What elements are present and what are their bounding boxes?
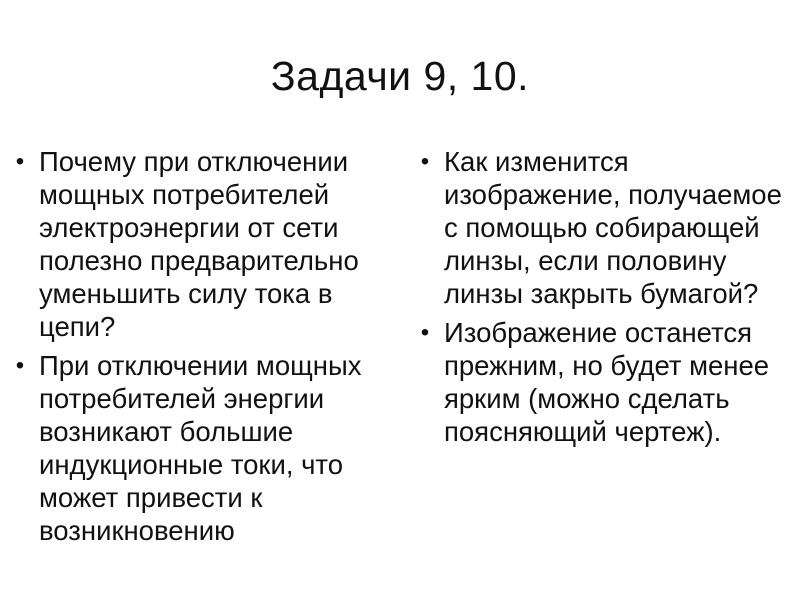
right-answer-text: Изображение останется прежним, но будет менее ярким (можно сделать поясняющий чертеж). <box>444 317 770 447</box>
slide-title: Задачи 9, 10. <box>270 53 530 99</box>
right-column-list <box>415 145 795 454</box>
left-question-item <box>10 145 395 343</box>
left-column-list <box>10 145 395 553</box>
left-question-text: Почему при отключении мощных потребителей электроэнергии от сети полезно предварительно уменьшить силу тока в цепи? <box>39 146 359 342</box>
right-question-item <box>415 145 795 310</box>
right-question-text: Как изменится изображение, получаемое с помощью собирающей линзы, если половину линзы закрыть бумагой? <box>444 146 782 309</box>
bullet-icon: • <box>15 352 25 379</box>
bullet-icon: • <box>420 148 430 175</box>
left-answer-text: При отключении мощных потребителей энергии возникают большие индукционные токи, что может привести к возникновению <box>39 350 362 546</box>
right-answer-item <box>415 316 795 448</box>
left-answer-item <box>10 349 395 547</box>
bullet-icon: • <box>15 148 25 175</box>
bullet-icon: • <box>420 319 430 346</box>
